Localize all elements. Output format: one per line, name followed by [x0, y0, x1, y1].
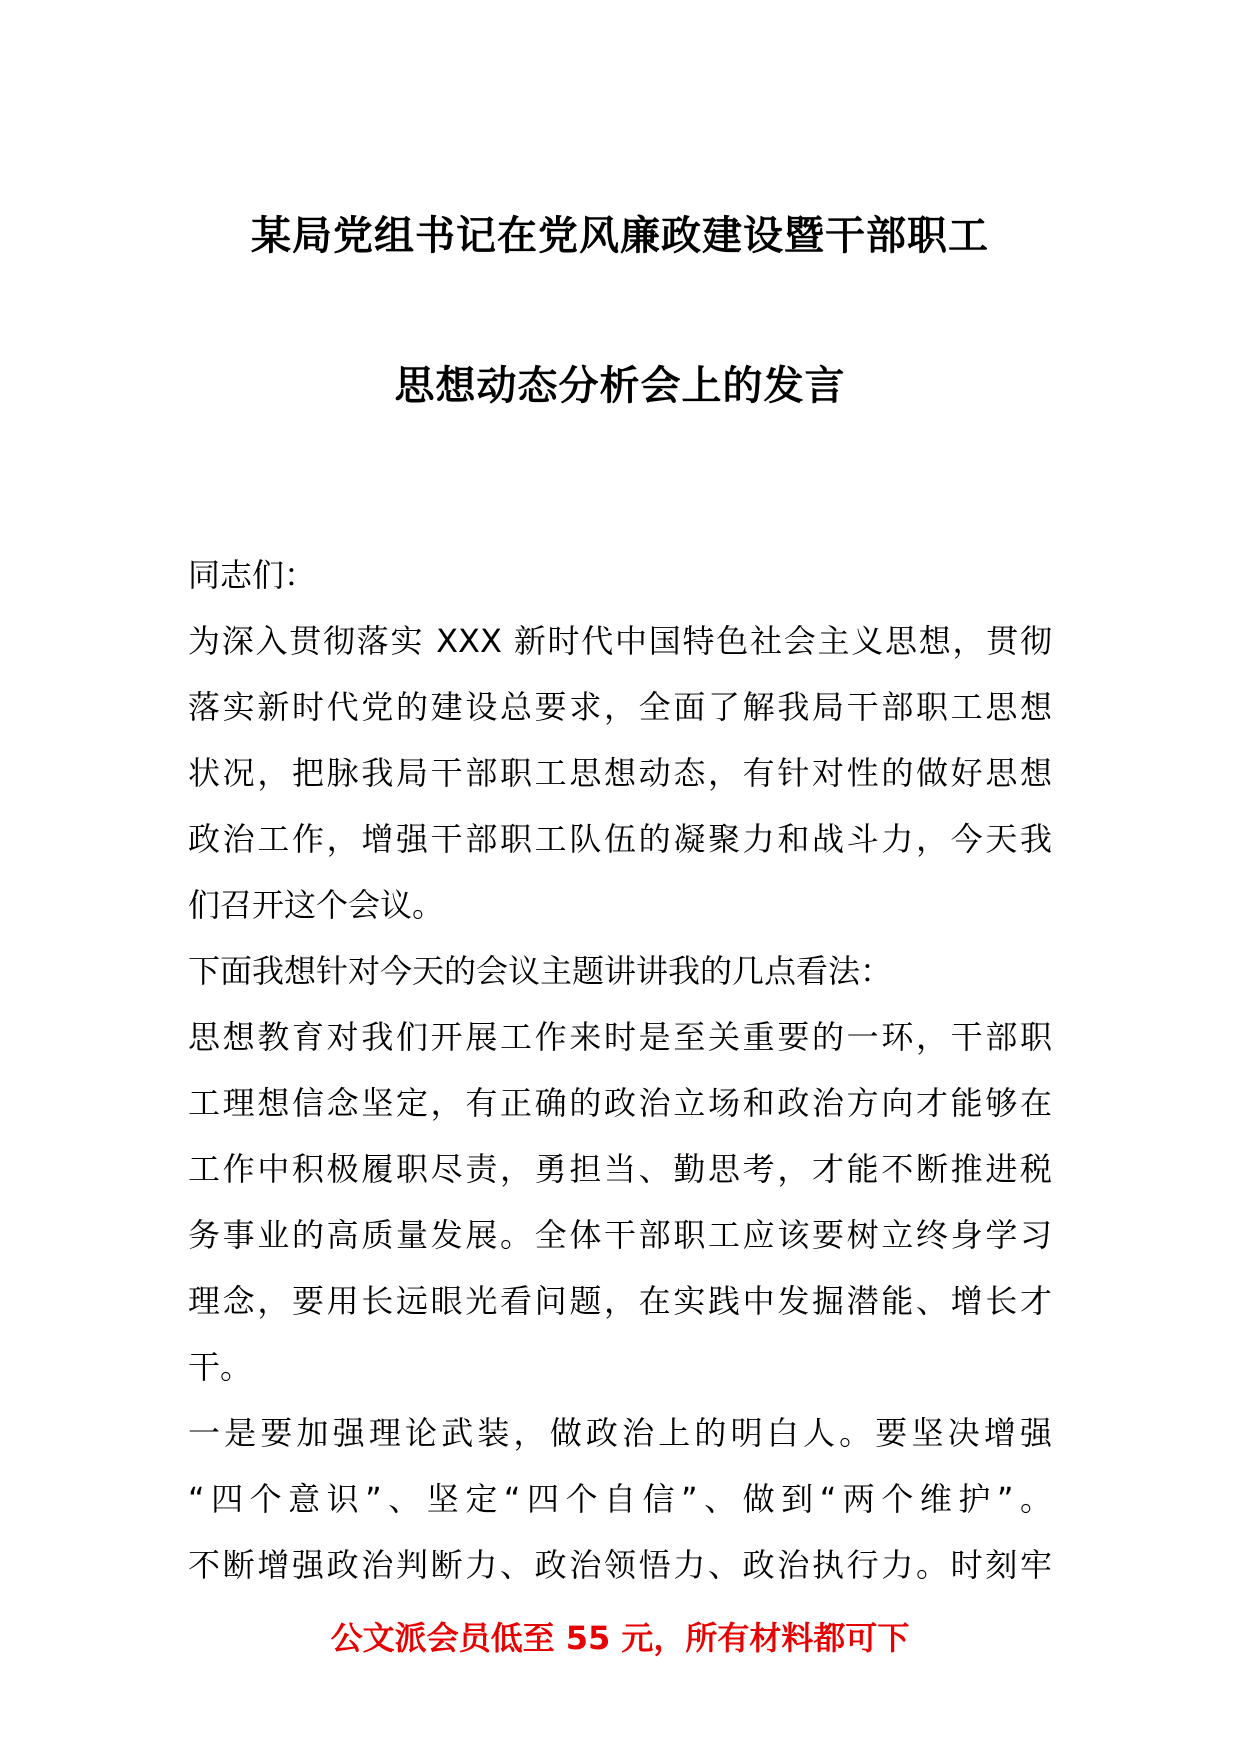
document-body [188, 542, 1052, 1598]
body-line: 为深入贯彻落实 XXX 新时代中国特色社会主义思想，贯彻 [188, 622, 1052, 660]
body-line: 下面我想针对今天的会议主题讲讲我的几点看法： [188, 952, 893, 990]
body-line: “四个意识”、坚定“四个自信”、做到“两个维护”。 [188, 1480, 1052, 1518]
body-line: 干。 [188, 1348, 253, 1386]
document-title-line-1: 某局党组书记在党风廉政建设暨干部职工 [251, 213, 989, 259]
body-line: 务事业的高质量发展。全体干部职工应该要树立终身学习 [188, 1216, 1052, 1254]
body-line: 落实新时代党的建设总要求，全面了解我局干部职工思想 [188, 688, 1052, 726]
body-line: 工理想信念坚定，有正确的政治立场和政治方向才能够在 [188, 1084, 1052, 1122]
body-line: 不断增强政治判断力、政治领悟力、政治执行力。时刻牢 [188, 1546, 1052, 1584]
document-title-line-2: 思想动态分析会上的发言 [394, 363, 846, 409]
body-line: 工作中积极履职尽责，勇担当、勤思考，才能不断推进税 [188, 1150, 1052, 1188]
body-line: 政治工作，增强干部职工队伍的凝聚力和战斗力，今天我 [188, 820, 1052, 858]
body-line: 同志们： [188, 556, 317, 594]
body-line: 状况，把脉我局干部职工思想动态，有针对性的做好思想 [188, 754, 1052, 792]
body-line: 们召开这个会议。 [188, 886, 445, 924]
body-line: 一是要加强理论武装，做政治上的明白人。要坚决增强 [188, 1414, 1052, 1452]
body-line: 理念，要用长远眼光看问题，在实践中发掘潜能、增长才 [188, 1282, 1052, 1320]
promo-footer-note: 公文派会员低至 55 元，所有材料都可下 [330, 1619, 910, 1657]
body-line: 思想教育对我们开展工作来时是至关重要的一环，干部职 [188, 1018, 1052, 1056]
